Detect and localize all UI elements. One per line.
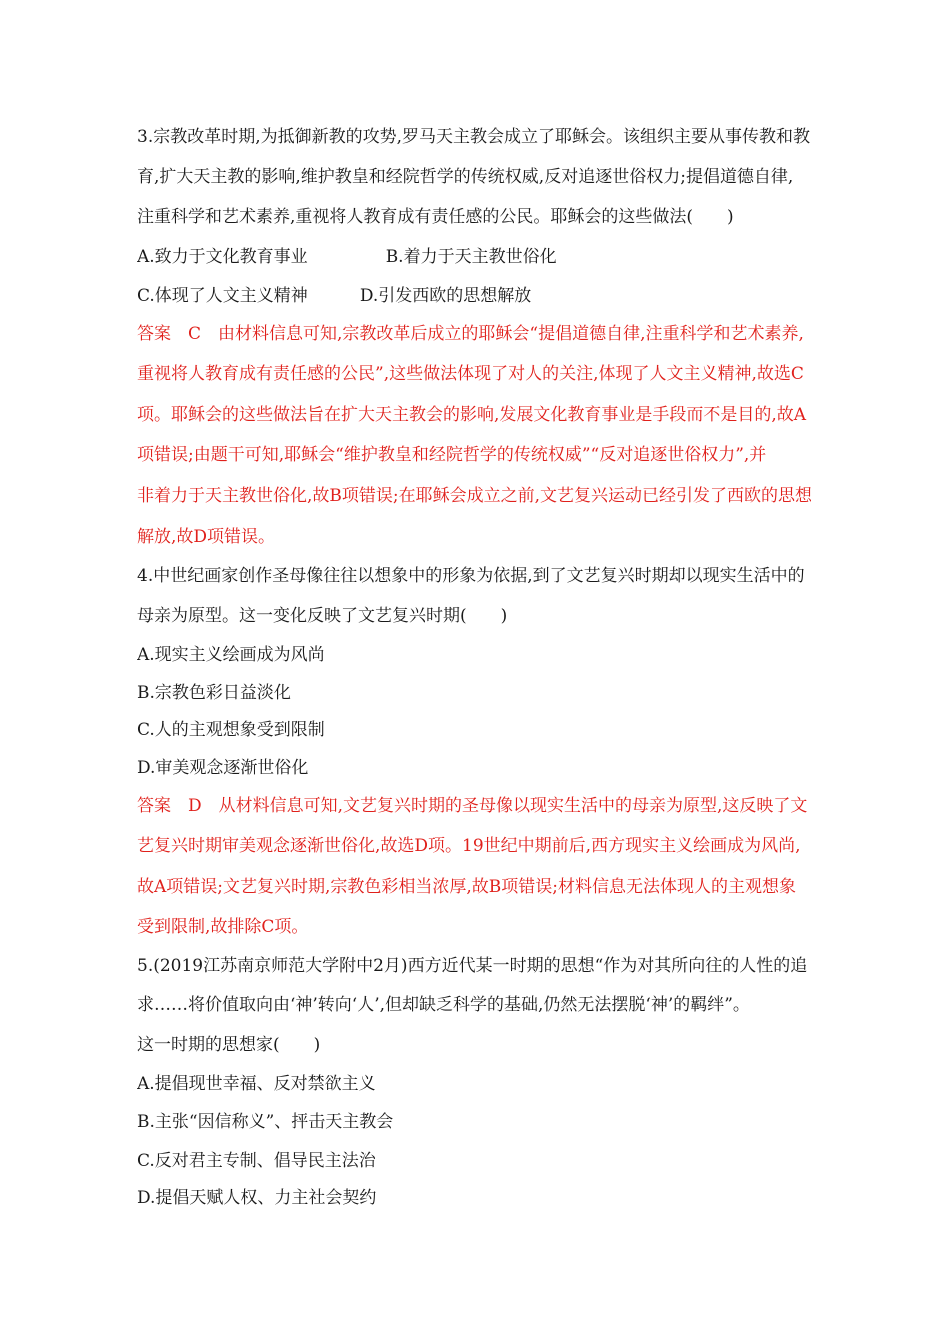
q4-answer-line-3: 故A项错误;文艺复兴时期,宗教色彩相当浓厚,故B项错误;材料信息无法体现人的主观想象 (137, 877, 797, 897)
q3-option-b: B.着力于天主教世俗化 (385, 247, 557, 267)
q3-answer-line-5: 非着力于天主教世俗化,故B项错误;在耶稣会成立之前,文艺复兴运动已经引发了西欧的思想 (137, 486, 813, 506)
q3-options-row-2 (137, 284, 827, 308)
q4-option-b: B.宗教色彩日益淡化 (137, 683, 291, 703)
q3-options-row-1 (137, 245, 827, 269)
q5-stem-line-1: 5.(2019江苏南京师范大学附中2月)西方近代某一时期的思想“作为对其所向往的人性的追 (137, 956, 808, 976)
q3-answer-line-3: 项。耶稣会的这些做法旨在扩大天主教会的影响,发展文化教育事业是手段而不是目的,故A (137, 405, 807, 425)
q3-option-c: C.体现了人文主义精神 (137, 286, 308, 306)
q5-option-a: A.提倡现世幸福、反对禁欲主义 (137, 1074, 376, 1094)
q4-answer-line-4: 受到限制,故排除C项。 (137, 917, 309, 937)
q3-answer-line-2: 重视将人教育成有责任感的公民”,这些做法体现了对人的关注,体现了人文主义精神,故选C (137, 364, 804, 384)
q4-answer-line-1: 答案 D 从材料信息可知,文艺复兴时期的圣母像以现实生活中的母亲为原型,这反映了文 (137, 796, 808, 816)
q3-answer-line-1: 答案 C 由材料信息可知,宗教改革后成立的耶稣会“提倡道德自律,注重科学和艺术素养, (137, 324, 804, 344)
q3-option-d: D.引发西欧的思想解放 (359, 286, 532, 306)
q3-option-a: A.致力于文化教育事业 (137, 247, 308, 267)
q5-option-d: D.提倡天赋人权、力主社会契约 (137, 1188, 377, 1208)
q4-option-c: C.人的主观想象受到限制 (137, 720, 325, 740)
q3-answer-line-6: 解放,故D项错误。 (137, 527, 276, 547)
q4-stem-line-2: 母亲为原型。这一变化反映了文艺复兴时期( ) (137, 606, 508, 626)
q5-stem-line-3: 这一时期的思想家( ) (137, 1035, 321, 1055)
q3-stem-line-2: 育,扩大天主教的影响,维护教皇和经院哲学的传统权威,反对追逐世俗权力;提倡道德自律, (137, 167, 794, 187)
q4-option-d: D.审美观念逐渐世俗化 (137, 758, 309, 778)
q5-option-b: B.主张“因信称义”、抨击天主教会 (137, 1112, 394, 1132)
q4-stem-line-1: 4.中世纪画家创作圣母像往往以想象中的形象为依据,到了文艺复兴时期却以现实生活中的 (137, 566, 805, 586)
q5-stem-line-2: 求……将价值取向由‘神’转向‘人’,但却缺乏科学的基础,仍然无法摆脱‘神’的羁绊”。 (137, 995, 750, 1015)
q5-option-c: C.反对君主专制、倡导民主法治 (137, 1151, 376, 1171)
q4-answer-line-2: 艺复兴时期审美观念逐渐世俗化,故选D项。19世纪中期前后,西方现实主义绘画成为风尚, (137, 836, 801, 856)
q4-option-a: A.现实主义绘画成为风尚 (137, 645, 325, 665)
q3-answer-line-4: 项错误;由题干可知,耶稣会“维护教皇和经院哲学的传统权威”“反对追逐世俗权力”,并 (137, 445, 767, 465)
q3-stem-line-1: 3.宗教改革时期,为抵御新教的攻势,罗马天主教会成立了耶稣会。该组织主要从事传教和教 (137, 127, 811, 147)
q3-stem-line-3: 注重科学和艺术素养,重视将人教育成有责任感的公民。耶稣会的这些做法( ) (137, 207, 734, 227)
